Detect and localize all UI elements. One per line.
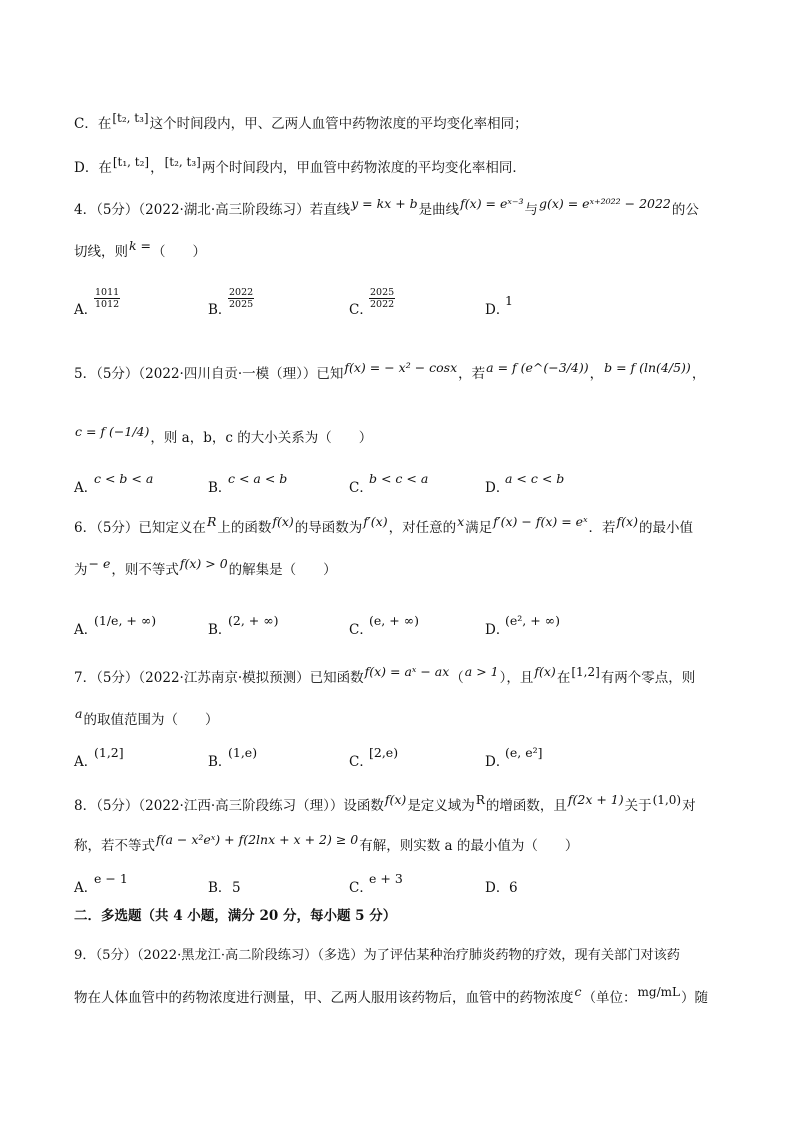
option-b[interactable] [208,732,358,772]
question-8-options [74,858,734,898]
text: 在 [556,670,571,686]
option-a[interactable] [74,600,224,640]
text: 对 [682,798,696,814]
math: R [206,514,217,529]
option-label: B． [208,622,232,638]
option-c[interactable] [349,600,499,640]
text: 的导函数为 [294,520,363,536]
option-a[interactable] [74,280,224,320]
math: b = f (ln(4/5)) [604,360,691,375]
math: [t₂, t₃] [164,155,201,169]
text: ，对任意的 [388,520,457,536]
option-a[interactable] [74,732,224,772]
option-value: (1/e, + ∞) [94,613,157,628]
option-label: A． [74,302,98,318]
text: ，则不等式 [111,562,179,578]
math: a [75,706,83,721]
section-heading: 二．多选题（共 4 小题，满分 20 分，每小题 5 分） [74,908,397,924]
option-value: c < b < a [94,471,154,486]
option-b[interactable] [208,458,358,498]
option-label: D． [485,880,510,896]
question-7-stem [74,664,734,688]
text: C．在 [74,116,112,132]
text: 7．（5分）（2022·江苏南京·模拟预测）已知函数 [74,670,364,686]
option-d[interactable] [485,732,635,772]
question-8-stem-cont [74,832,734,856]
option-label: D． [485,622,510,638]
question-4-stem-cont [74,238,734,262]
option-d-line [74,155,734,178]
option-label: A． [74,480,98,496]
option-label: A． [74,622,98,638]
fraction [228,283,254,310]
math: c = f (−1/4) [75,424,150,439]
option-label: B． [208,302,232,318]
option-value: e + 3 [369,871,403,886]
math: f(x) = aˣ − ax [364,664,450,679]
question-9-stem: 9．（5分）（2022·黑龙江·高二阶段练习）（多选）为了评估某种治疗肺炎药物的疗效，现有关部门对该药 [74,948,680,963]
option-c[interactable] [349,732,499,772]
question-5-stem-cont [74,424,734,448]
math: c [574,984,582,999]
option-label: D． [485,754,510,770]
option-value: 6 [509,880,518,896]
option-c[interactable] [349,858,499,898]
math: [t₁, t₂] [112,155,150,169]
question-8-stem [74,792,734,816]
option-label: B． [208,880,232,896]
option-value: e − 1 [94,871,128,886]
math: a = f (e^(−3/4)) [486,360,589,375]
question-7-stem-cont [74,706,734,730]
numerator: 1011 [95,287,120,298]
option-value: (1,e) [228,745,258,760]
option-label: D． [485,302,510,318]
text: 关于 [624,798,652,814]
question-4-options [74,280,734,320]
math: f(a − x²eˣ) + f(2lnx + x + 2) ≥ 0 [156,832,359,847]
option-value: c < a < b [228,471,288,486]
text: 有解，则实数 a 的最小值为（ ） [359,838,579,854]
option-label: C． [349,754,373,770]
option-c[interactable] [349,458,499,498]
math: f(x) [272,514,294,529]
option-b[interactable] [208,600,358,640]
option-label: C． [349,622,373,638]
text: ， [691,366,706,382]
math: − e [88,556,111,571]
option-c[interactable] [349,280,499,320]
option-value: (e, + ∞) [369,613,419,628]
math: k = [129,238,152,253]
question-5-options [74,458,734,498]
option-value: 1 [505,293,513,308]
option-label: D． [485,480,510,496]
text: 5．（5分）（2022·四川自贡·一模（理））已知 [74,366,344,382]
text: ．若 [588,520,616,536]
option-value: (1,2] [94,745,124,760]
question-9-stem-cont [74,984,734,1008]
question-5-stem [74,360,734,384]
text: 这个时间段内，甲、乙两人血管中药物浓度的平均变化率相同； [149,116,528,132]
text: ）随 [680,990,708,1006]
text: 有两个零点，则 [600,670,696,686]
option-d[interactable] [485,858,635,898]
option-label: B． [208,480,232,496]
math: f′(x) − f(x) = eˣ [493,514,588,529]
text: 6．（5分）已知定义在 [74,520,206,536]
option-c-line [74,111,734,134]
math: mg/mL [637,985,680,999]
option-b[interactable] [208,280,358,320]
text: ），且 [499,670,534,686]
text: 是定义域为 [407,798,475,814]
math: y = kx + b [351,196,418,211]
text: 的公 [671,202,699,218]
option-a[interactable] [74,458,224,498]
math: a > 1 [464,664,499,679]
option-label: C． [349,480,373,496]
text: ， [589,366,604,382]
math: f(x) = − x² − cosx [344,360,458,375]
option-b[interactable] [208,858,358,898]
option-value: b < c < a [369,471,429,486]
denominator: 2025 [229,299,254,310]
math: (1,0) [652,793,682,807]
text: ，则 a，b，c 的大小关系为（ ） [150,430,373,446]
option-d[interactable] [485,600,635,640]
text: ， [150,160,164,176]
text: 切线，则 [74,244,128,260]
option-d[interactable] [485,280,635,320]
text: 上的函数 [217,520,272,536]
text: （单位： [582,990,637,1006]
question-6-stem [74,514,734,538]
fraction [94,283,120,310]
text: ，若 [458,366,486,382]
text: 为 [74,562,88,578]
math: f(x) [384,792,407,807]
math: f(2x + 1) [567,792,624,807]
math: f(x) [534,664,556,679]
option-label: A． [74,754,98,770]
option-value: a < c < b [505,471,565,486]
text: 称，若不等式 [74,838,155,854]
text: 的最小值 [638,520,693,536]
text: （ ） [152,244,207,260]
math: f(x) [616,514,638,529]
option-value: (2, + ∞) [228,613,279,628]
text: 是曲线 [418,202,460,218]
option-label: A． [74,880,98,896]
text: 与 [524,202,538,218]
text: D．在 [74,160,112,176]
option-label: B． [208,754,232,770]
math: [t₂, t₃] [112,111,149,125]
text: 4．（5分）（2022·湖北·高三阶段练习）若直线 [74,202,351,218]
denominator: 1012 [95,299,120,310]
text: 两个时间段内，甲血管中药物浓度的平均变化率相同． [201,160,526,176]
option-a[interactable] [74,858,224,898]
fraction [369,283,395,310]
text: 物在人体血管中的药物浓度进行测量，甲、乙两人服用该药物后，血管中的药物浓度 [74,990,574,1006]
question-4-stem [74,196,734,220]
text: 的增函数，且 [485,798,567,814]
math: f′(x) [363,514,388,529]
option-d[interactable] [485,458,635,498]
math: g(x) = eˣ⁺²⁰²² − 2022 [538,196,671,211]
question-6-stem-cont [74,556,734,580]
option-value: (e, e²] [505,745,543,760]
denominator: 2022 [370,299,395,310]
option-label: C． [349,302,373,318]
math: x [457,514,465,529]
math: f(x) = eˣ⁻³ [460,196,524,211]
text: （ [450,670,464,686]
question-7-options [74,732,734,772]
text: 8．（5分）（2022·江西·高三阶段练习（理））设函数 [74,798,384,814]
text: 满足 [465,520,493,536]
option-label: C． [349,880,373,896]
numerator: 2025 [370,287,395,298]
option-value: (e², + ∞) [505,613,560,628]
numerator: 2022 [229,287,254,298]
math: [1,2] [571,665,600,679]
question-6-options [74,600,734,640]
option-value: 5 [232,880,241,896]
math: f(x) > 0 [179,556,228,571]
math: R [475,793,485,807]
option-value: [2,e) [369,745,399,760]
text: 的解集是（ ） [228,562,337,578]
text: 的取值范围为（ ） [83,712,219,728]
